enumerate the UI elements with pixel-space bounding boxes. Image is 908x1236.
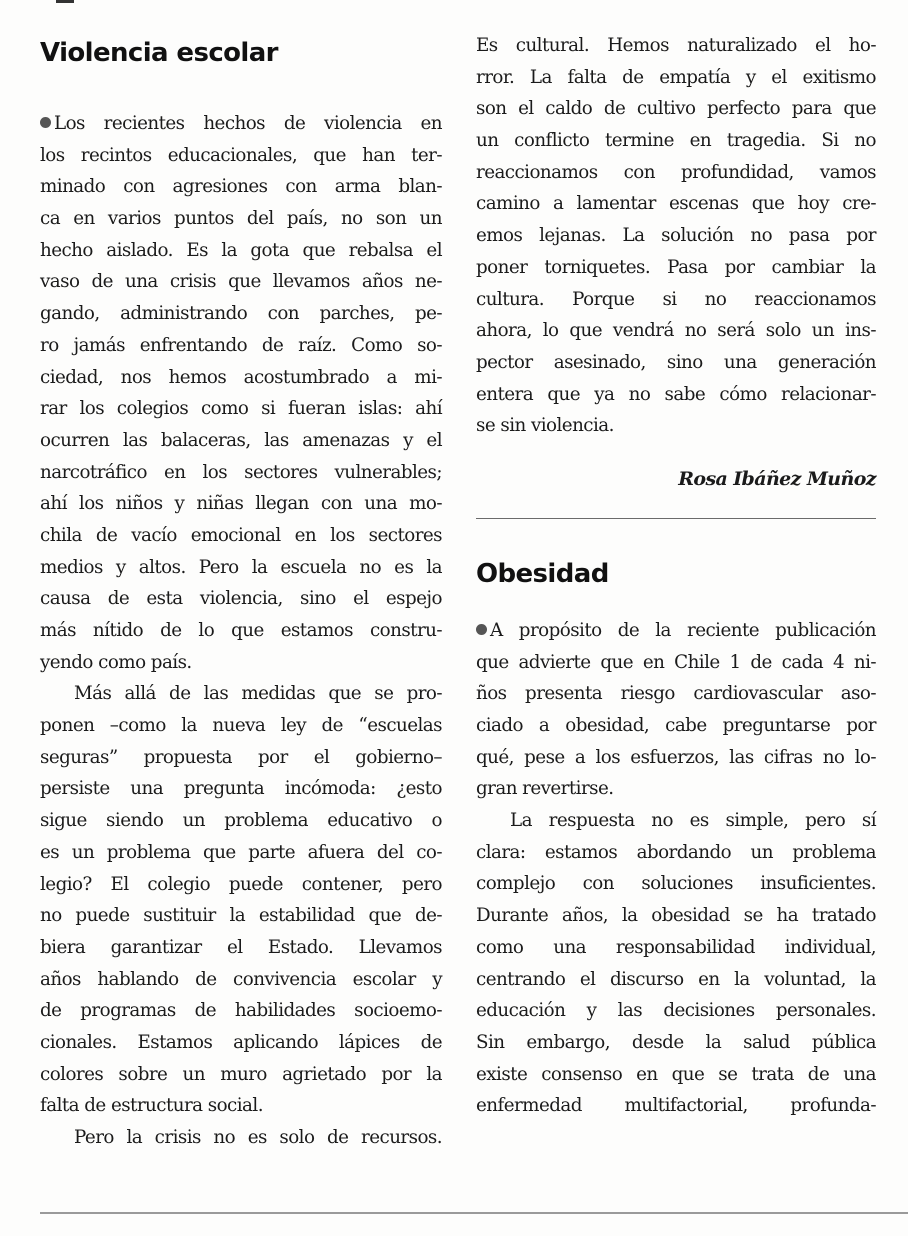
body-line: pector asesinado, sino una generación [476, 351, 876, 373]
body-line: de programas de habilidades socioemo- [40, 1000, 442, 1022]
body-line: más nítido de lo que estamos constru- [40, 620, 442, 641]
body-line: rror. La falta de empatía y el exitismo [476, 66, 876, 88]
right-column [476, 30, 876, 1122]
body-line: falta de estructura social. [40, 1095, 263, 1117]
body-line: ca en varios puntos del país, no son un [40, 208, 442, 230]
body-line: reaccionamos con profundidad, vamos [476, 161, 876, 183]
body-line: sigue siendo un problema educativo o [40, 810, 442, 832]
body-line: ro jamás enfrentando de raíz. Como so- [40, 334, 442, 356]
body-line: educación y las decisiones personales. [476, 1000, 876, 1022]
body-line: que advierte que en Chile 1 de cada 4 ni- [476, 651, 876, 673]
author-signature: Rosa Ibáñez Muñoz [678, 467, 876, 490]
body-line: yendo como país. [40, 651, 192, 673]
body-line: Es cultural. Hemos naturalizado el ho- [476, 35, 876, 56]
body-line: qué, pese a los esfuerzos, las cifras no lo- [476, 746, 876, 768]
body-line: chila de vacío emocional en los sectores [40, 524, 442, 546]
body-line: cionales. Estamos aplicando lápices de [40, 1031, 442, 1053]
body-line: seguras” propuesta por el gobierno– [40, 746, 442, 768]
body-line: ahí los niños y niñas llegan con una mo- [40, 493, 442, 515]
body-line: ponen –como la nueva ley de “escuelas [40, 715, 442, 737]
body-line: cultura. Porque si no reaccionamos [476, 288, 876, 310]
body-line: enfermedad multifactorial, profunda- [476, 1095, 876, 1117]
body-line: medios y altos. Pero la escuela no es la [40, 556, 442, 578]
body-line: rar los colegios como si fueran islas: ahí [40, 398, 442, 420]
body-line: existe consenso en que se trata de una [476, 1063, 876, 1085]
body-line: narcotráfico en los sectores vulnerables; [40, 461, 442, 483]
bottom-divider [40, 1212, 908, 1214]
body-line: centrando el discurso en la voluntad, la [476, 968, 876, 990]
body-line: Los recientes hechos de violencia en [40, 108, 442, 140]
body-line: ciado a obesidad, cabe preguntarse por [476, 715, 876, 736]
body-line: La respuesta no es simple, pero sí [510, 810, 876, 832]
body-line: ocurren las balaceras, las amenazas y el [40, 429, 442, 451]
body-line: causa de esta violencia, sino el espejo [40, 588, 442, 610]
left-column [40, 30, 442, 1154]
body-line: Pero la crisis no es solo de recursos. [74, 1127, 442, 1148]
body-line: biera garantizar el Estado. Llevamos [40, 936, 442, 958]
top-fragment-mark [56, 0, 74, 3]
body-line: son el caldo de cultivo perfecto para que [476, 98, 876, 120]
body-line: gando, administrando con parches, pe- [40, 303, 442, 325]
body-line: vaso de una crisis que llevamos años ne- [40, 271, 442, 293]
body-line: entera que ya no sabe cómo relacionar- [476, 383, 876, 405]
body-line: los recintos educacionales, que han ter- [40, 144, 442, 166]
body-line: gran revertirse. [476, 778, 614, 800]
bullet-icon [40, 117, 51, 128]
bullet-icon [476, 624, 487, 635]
body-line: no puede sustituir la estabilidad que de- [40, 905, 442, 927]
body-line: poner torniquetes. Pasa por cambiar la [476, 256, 876, 278]
body-line: emos lejanas. La solución no pasa por [476, 225, 876, 247]
body-line: se sin violencia. [476, 415, 614, 437]
body-line: ños presenta riesgo cardiovascular aso- [476, 683, 876, 705]
body-line: A propósito de la reciente publicación [476, 615, 876, 647]
body-line: persiste una pregunta incómoda: ¿esto [40, 778, 442, 800]
body-line: ciedad, nos hemos acostumbrado a mi- [40, 366, 442, 388]
body-line: Sin embargo, desde la salud pública [476, 1031, 876, 1053]
body-line: clara: estamos abordando un problema [476, 841, 876, 863]
body-line: camino a lamentar escenas que hoy cre- [476, 193, 876, 215]
body-line: Más allá de las medidas que se pro- [74, 683, 442, 705]
body-line: complejo con soluciones insuficientes. [476, 873, 876, 895]
body-line: años hablando de convivencia escolar y [40, 968, 442, 990]
body-line: colores sobre un muro agrietado por la [40, 1063, 442, 1085]
article-title-violencia: Violencia escolar [40, 38, 278, 68]
body-line: un conflicto termine en tragedia. Si no [476, 130, 876, 152]
body-line: ahora, lo que vendrá no será solo un ins- [476, 320, 876, 342]
body-line: como una responsabilidad individual, [476, 936, 876, 958]
body-line: es un problema que parte afuera del co- [40, 841, 442, 863]
article-title-obesidad: Obesidad [476, 558, 609, 589]
body-line: legio? El colegio puede contener, pero [40, 873, 442, 895]
body-line: minado con agresiones con arma blan- [40, 176, 442, 198]
body-line: Durante años, la obesidad se ha tratado [476, 905, 876, 927]
body-line: hecho aislado. Es la gota que rebalsa el [40, 239, 442, 261]
